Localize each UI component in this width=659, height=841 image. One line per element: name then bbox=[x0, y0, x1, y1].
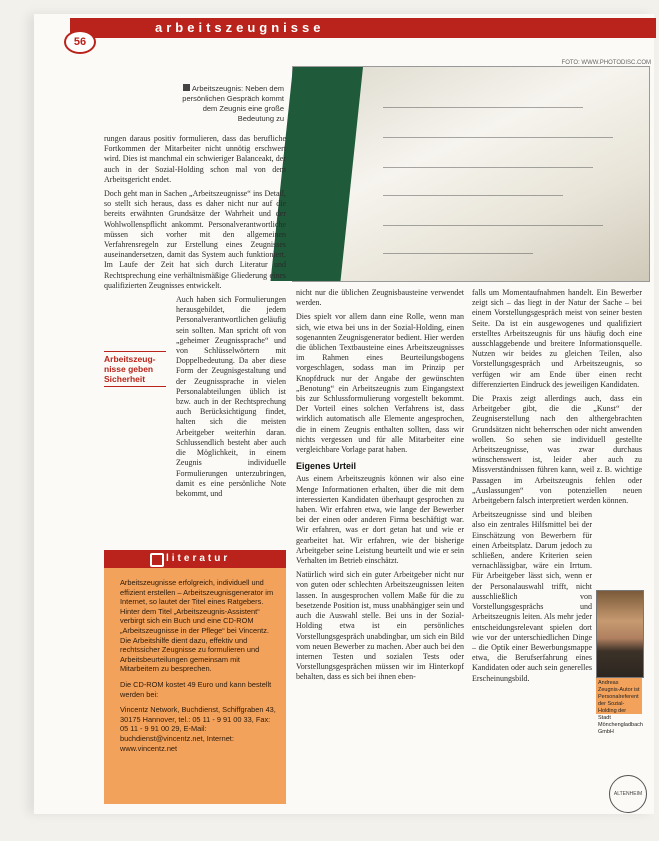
paragraph: Dies spielt vor allem dann eine Rolle, wenn man sich, wie etwa bei uns in der Sozial-Holding, einen sogenannten Zeugnisgenerator bedient. Hier werden die üblichen Textbausteine eines Arbeitszeugnisses im Rahmen eines Beurteilungsbogens vorgeschlagen, sodass man im Prinzip per Knopfdruck nur der Angabe der gewünschten „Benotung“ ein Arbeitszeugnis zum Eingangstext bis zur Schlussformulierung vorgestellt bekommt. Der Vorteil eines solchen Verfahrens ist, dass wirklich automatisch alle Elemente angesprochen, die in einem Zeugnis enthalten sollten, dass wir nichts vergessen und für alle Mitarbeiter eine vergleichbare Vorlage parat haben. bbox=[296, 312, 464, 455]
paragraph: rungen daraus positiv formulieren, dass das berufliche Fortkommen der Mitarbeiter nicht unnötig erschwert wird. Dies ist manchmal ein schwieriger Balanceakt, der auch in der Sozial-Holding schon mal von dem Arbeitsgericht endet. bbox=[104, 134, 286, 184]
text-column-1 bbox=[104, 134, 286, 503]
side-label: Arbeitszeug- nisse geben Sicherheit bbox=[104, 351, 166, 387]
author-portrait bbox=[596, 590, 644, 678]
section-title: arbeitszeugnisse bbox=[155, 20, 325, 35]
paragraph: Auch haben sich Formulierungen herausgebildet, die jedem Personalverantwortlichen geläufig sein sollten. Man spricht oft von „geheimer Zeugnissprache“ und von Schlüsselwörtern mit Doppelbedeutung. Da aber diese Form der Zeugnisgestaltung und der Zeugnissprache in vielen Personalabteilungen üblich ist bzw. auch in der Rechtsprechung auch Berücksichtigung findet, halten sich die meisten Arbeitgeber weiterhin daran. Schlussendlich besteht aber auch die Möglichkeit, in einem Zeugnis individuelle Formulierungen unterzubringen, damit es eine persönliche Note bekommt, und bbox=[176, 295, 286, 498]
paragraph: Aus einem Arbeitszeugnis können wir also eine Menge Informationen erhalten, über die mit dem interessierten Kandidaten überhaupt gesprochen zu haben. Wir erfahren etwa, wie lange der Bewerber bei der einen oder anderen Firma beschäftigt war. Wir erfahren, was er dort getan hat und wie er gearbeitet hat. Wir erfahren, wie der bisherige Arbeitgeber seine Leistung beurteilt und wie er sein Verhalten im Betrieb einschätzt. bbox=[296, 474, 464, 566]
portrait-caption: Andreas Zeugnis-Autor ist Personalreferent der Sozial-Holding der Stadt Mönchengladbach GmbH bbox=[598, 680, 643, 735]
document-photo bbox=[292, 66, 650, 282]
paragraph: Natürlich wird sich ein guter Arbeitgeber nicht nur von guten oder schlechten Arbeitszeugnissen leiten lassen. In ausgesprochen vollem Maße für die zu besetzende Position ist, muss unabhängiger sein und auch die Auswahl stelle. Bei uns in der Sozial-Holding etwa ist ein persönliches Vorstellungsgespräch unabdingbar, um sich ein Bild vom neuen Bewerber zu machen. Aber auch bei den internen Testen und sozialen Tests oder Vorstellungsgesprächen müssen wir im Hinterkopf behalten, dass es sich bei ihnen eben- bbox=[296, 570, 464, 682]
subheading: Eigenes Urteil bbox=[296, 461, 357, 472]
magazine-stamp: ALTENHEIM bbox=[609, 775, 647, 813]
paragraph: falls um Momentaufnahmen handelt. Ein Bewerber zeigt sich – das liegt in der Natur der Sache – bei einem Vorstellungsgespräch meist von seiner besten Seite. Da ist ein ausgewogenes und qualifiziert erstelltes Arbeitszeugnis für uns häufig doch eine ausschlaggebende und breitere Informationsquelle. Nutzen wir beides zu gleichen Teilen, also Vorstellungsgespräch und Arbeitszeugnis, so verfügen wir am Ende über einen recht differenzierten Eindruck des jeweiligen Kandidaten. bbox=[472, 288, 642, 389]
text-column-2 bbox=[296, 288, 464, 687]
paragraph: nicht nur die üblichen Zeugnisbausteine verwendet werden. bbox=[296, 288, 464, 308]
photo-caption: Arbeitszeugnis: Neben dem persönlichen Gespräch kommt dem Zeugnis eine große Bedeutung zu bbox=[182, 84, 284, 123]
page-number: 56 bbox=[64, 30, 96, 54]
book-icon bbox=[150, 553, 164, 567]
paragraph: Doch geht man in Sachen „Arbeitszeugnisse“ ins Detail, so stellt sich heraus, dass es daher nicht nur auf die bereits erwähnten Grundsätze der Wahrheit und der Wohlwollenspflicht ankommt. Personalverantwortliche müssen sich vorher mit den allgemeinen Verfahrensregeln zur Erstellung eines Zeugnisses auseinandersetzen, damit das System auch funktioniert. Im Laufe der Zeit hat sich durch Literatur und Rechtsprechung eine verhältnismäßige Gliederung eines qualifizierten Zeugnisses entwickelt. bbox=[104, 189, 286, 290]
literatur-text: Arbeitszeugnisse erfolgreich, individuell und effizient erstellen – Arbeitszeugnisgenerator im Internet, so lautet der Titel eines Ratgebers. Hinter dem Titel „Arbeitszeugnis-Assistent“ verbirgt sich ein Buch und eine CD-ROM „Arbeitszeugnisse in der Pflege“ bei Vincentz. Die Arbeitshilfe dient dazu, effektiv und rechtssicher Zeugnisse zu formulieren und Arbeitsbeurteilungen gemeinsam mit Mitarbeitern zu besprechen. Die CD-ROM kostet 49 Euro und kann bestellt werden bei: Vincentz Network, Buchdienst, Schiffgraben 43, 30175 Hannover, tel.: 05 11 - 9 91 00 33, Fax: 05 11 - 9 91 00 29, E-Mail: buchdienst@vincentz.net, Internet: www.vincentz.net bbox=[120, 578, 276, 753]
paragraph: Arbeitszeugnisse sind und bleiben also ein zentrales Hilfsmittel bei der Einschätzung von Bewerbern für einen Arbeitsplatz. Darum jedoch zu schließen, andere Kriterien seien vernachlässigbar, wäre ein Irrtum. Für Arbeitgeber lässt sich, wenn er der Personalauswahl trifft, nicht ausschließlich von Vorstellungsgesprächs und Arbeitszeugnis leiten. Als mehr jeder entscheidungsrelevant spielen dort wie vor der unterschiedlichen Dinge – die Optik einer Bewerbungsmappe etwa, die Berufserfahrung eines Kandidaten oder auch sein generelles Erscheinungsbild. bbox=[472, 510, 592, 683]
caption-bullet-icon bbox=[183, 84, 190, 91]
photo-credit: FOTO: WWW.PHOTODISC.COM bbox=[561, 60, 651, 66]
paragraph: Die Praxis zeigt allerdings auch, dass ein Arbeitgeber gibt, die die „Kunst“ der Zeugniserstellung nach den althergebrachten Grundsätzen nicht beherrschen oder nicht anwenden wollen. So sehen sie individuell gestellte Arbeitszeugnisse, was zwar durchaus wünschenswert ist, leider aber auch zu Missverständnissen führen kann, weil z. B. wichtige Passagen im Arbeitszeugnis fehlen oder „Auslassungen“ von potenziellen neuen Arbeitgebern falsch interpretiert werden können. bbox=[472, 394, 642, 506]
literatur-header: literatur bbox=[104, 550, 286, 568]
